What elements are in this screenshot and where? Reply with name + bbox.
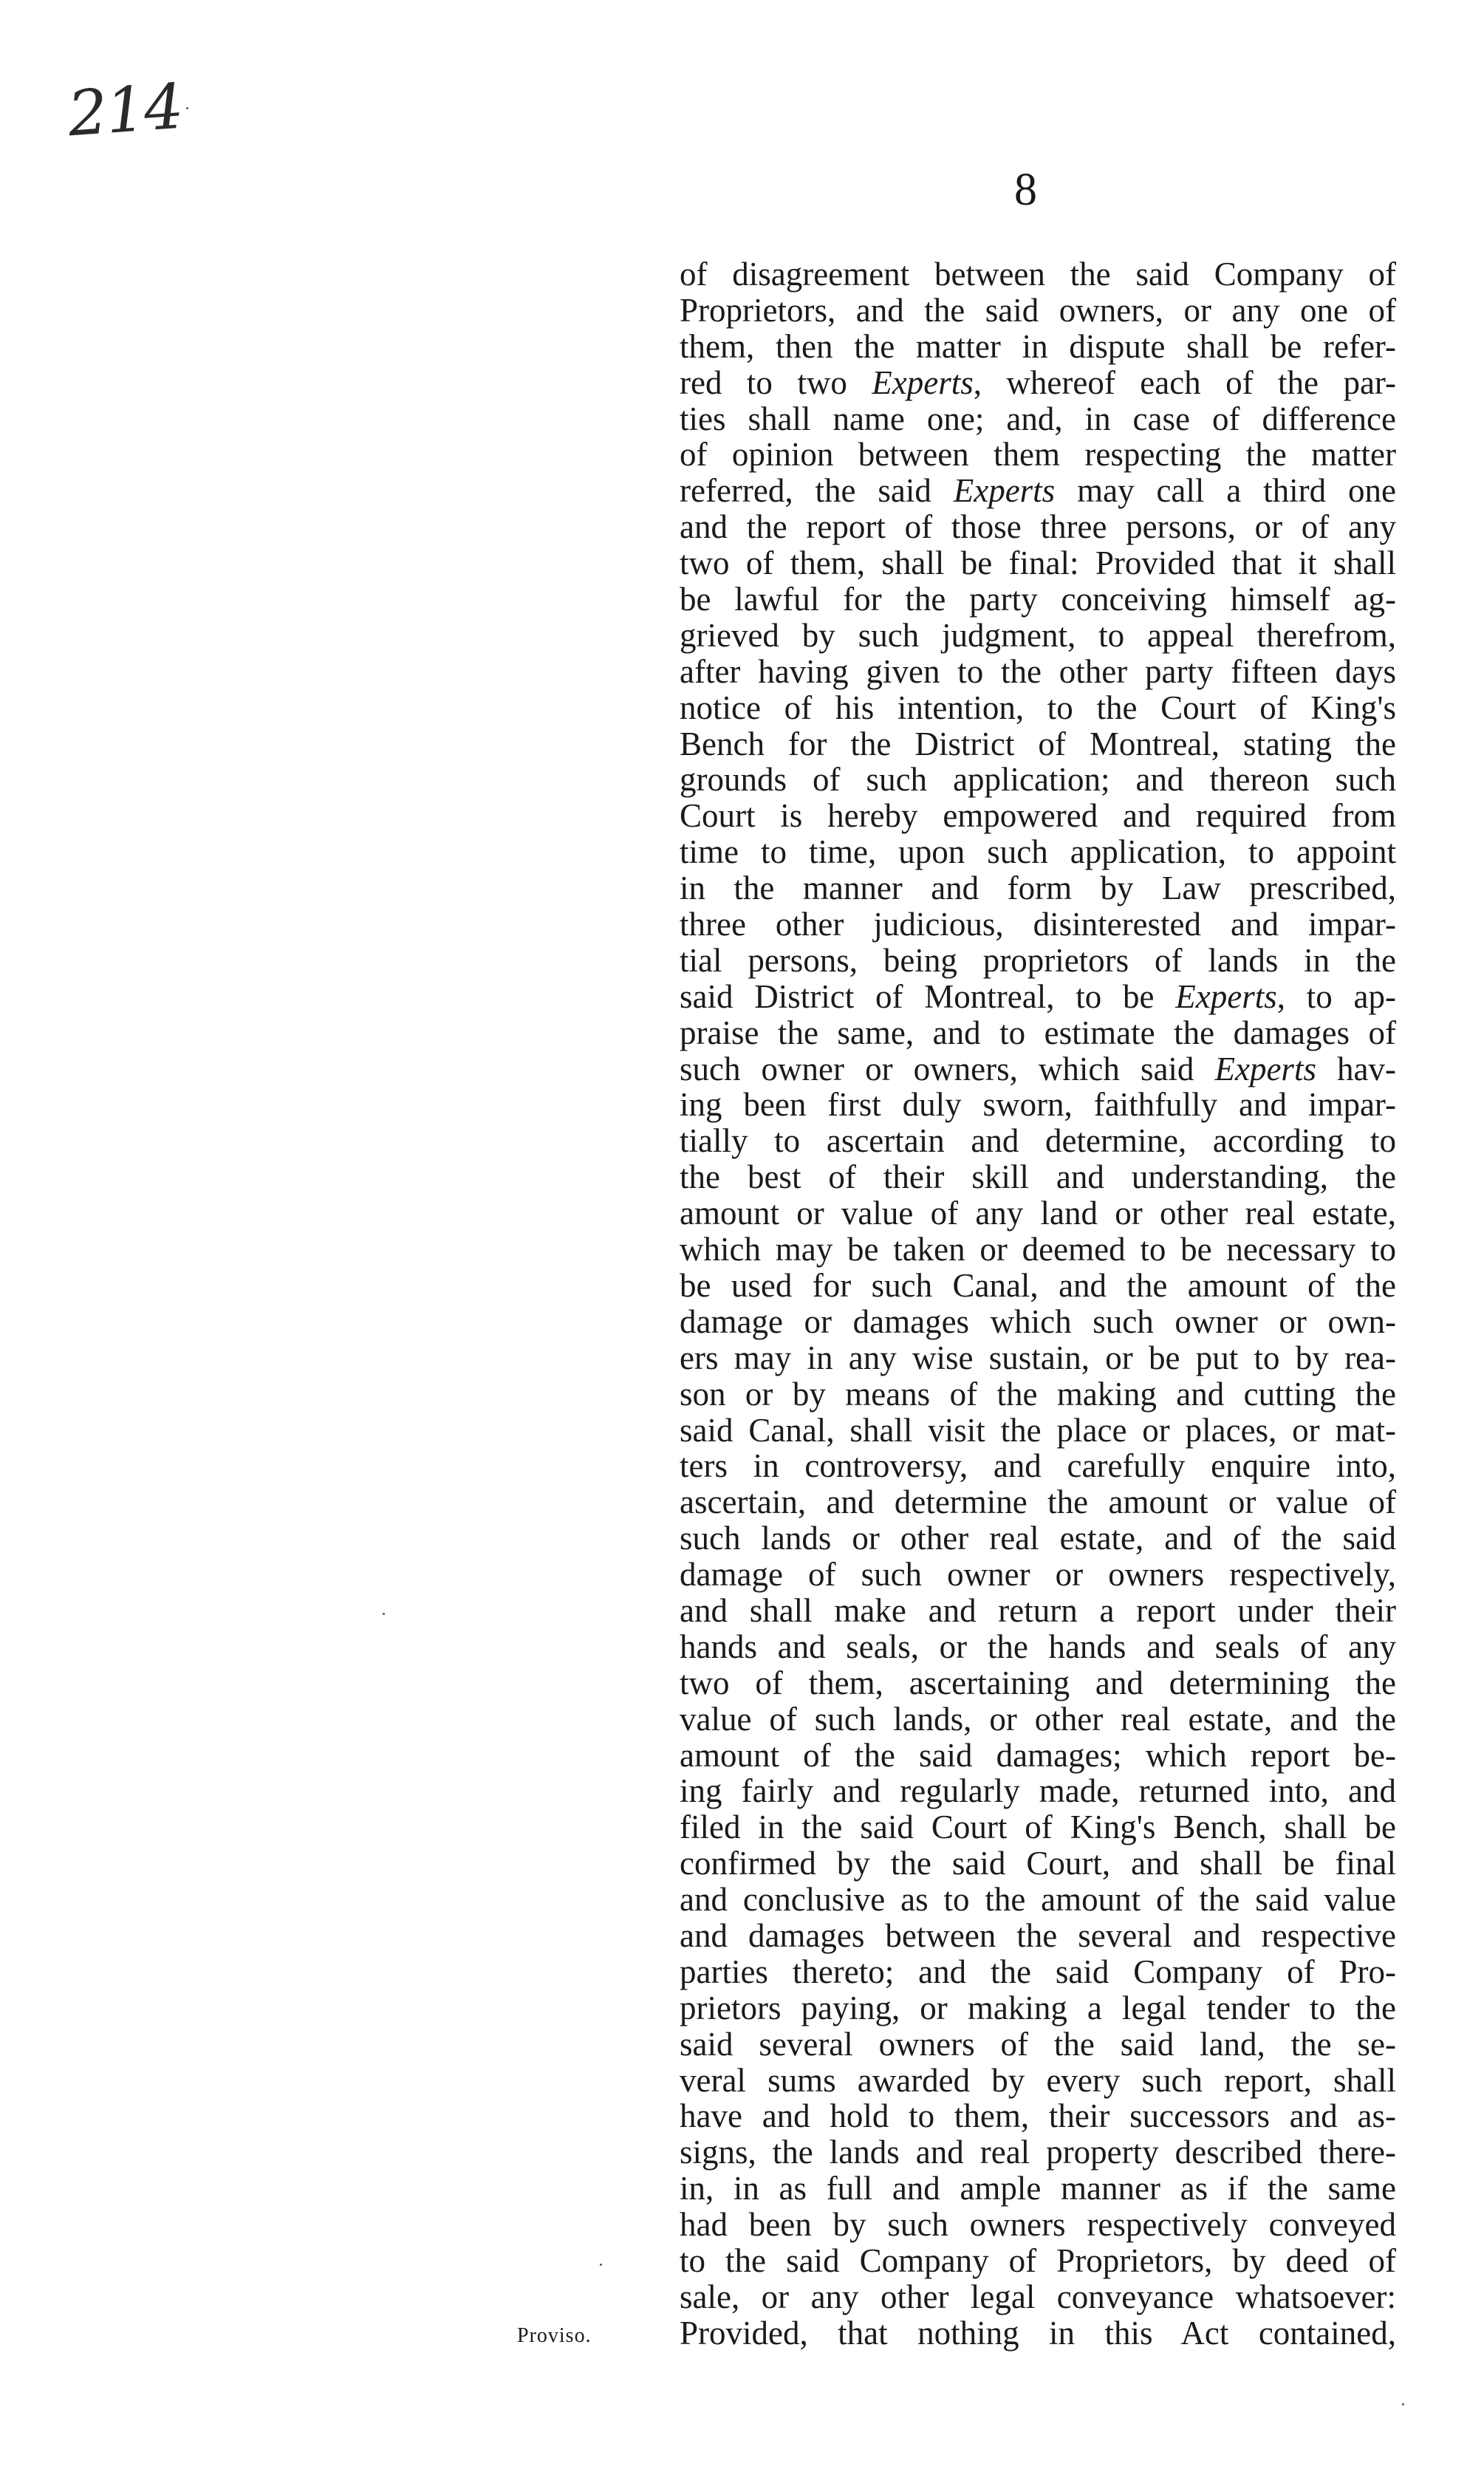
text-line: in, in as full and ample manner as if the same — [680, 2170, 1396, 2207]
text-line: ters in controversy, and carefully enquire into, — [680, 1447, 1396, 1485]
text-line: and conclusive as to the amount of the said value — [680, 1881, 1396, 1919]
text-line: ers may in any wise sustain, or be put to by rea- — [680, 1339, 1396, 1376]
text-line: tial persons, being proprietors of lands in the — [680, 941, 1396, 979]
text-line: to the said Company of Proprietors, by deed of — [680, 2241, 1396, 2279]
text-line: Provided, that nothing in this Act contained, — [680, 2314, 1396, 2352]
text-line: prietors paying, or making a legal tender to the — [680, 1989, 1396, 2026]
text-line: said Canal, shall visit the place or places, or mat- — [680, 1411, 1396, 1449]
text-line: had been by such owners respectively conveyed — [680, 2206, 1396, 2244]
handwritten-folio-number: 214 — [65, 69, 185, 151]
text-line: Court is hereby empowered and required from — [680, 797, 1396, 835]
text-line: ties shall name one; and, in case of difference — [680, 400, 1396, 437]
italic-term: Experts — [872, 363, 974, 401]
text-line: ing fairly and regularly made, returned into, and — [680, 1772, 1396, 1810]
text-line: after having given to the other party fifteen days — [680, 652, 1396, 690]
text-line: referred, the said Experts may call a third one — [680, 472, 1396, 510]
text-line: time to time, upon such application, to appoint — [680, 833, 1396, 871]
text-line: of opinion between them respecting the matter — [680, 436, 1396, 474]
text-line: three other judicious, disinterested and impar- — [680, 906, 1396, 943]
text-line: praise the same, and to estimate the damages of — [680, 1014, 1396, 1051]
text-line: them, then the matter in dispute shall be refer- — [680, 327, 1396, 365]
text-line: such lands or other real estate, and of the said — [680, 1520, 1396, 1557]
text-line: grounds of such application; and thereon such — [680, 761, 1396, 799]
print-speck — [600, 2264, 602, 2266]
text-line: amount or value of any land or other real estate, — [680, 1195, 1396, 1232]
text-line: hands and seals, or the hands and seals of any — [680, 1628, 1396, 1665]
text-line: sale, or any other legal conveyance whatsoever: — [680, 2278, 1396, 2315]
text-line: be used for such Canal, and the amount of the — [680, 1266, 1396, 1304]
text-line: such owner or owners, which said Experts hav- — [680, 1050, 1396, 1087]
text-line: Bench for the District of Montreal, stating the — [680, 725, 1396, 762]
text-line: signs, the lands and real property described there- — [680, 2134, 1396, 2171]
text-line: value of such lands, or other real estate, and the — [680, 1700, 1396, 1738]
text-line: and damages between the several and respective — [680, 1916, 1396, 1954]
text-line: and the report of those three persons, or of any — [680, 508, 1396, 546]
print-speck — [383, 1613, 385, 1615]
text-line: parties thereto; and the said Company of Pro- — [680, 1953, 1396, 1990]
text-line: and shall make and return a report under their — [680, 1591, 1396, 1629]
body-text — [680, 256, 1396, 2352]
text-line: said District of Montreal, to be Experts, to ap- — [680, 977, 1396, 1015]
text-line: confirmed by the said Court, and shall be final — [680, 1845, 1396, 1882]
text-line: notice of his intention, to the Court of King's — [680, 689, 1396, 726]
text-line: in the manner and form by Law prescribed, — [680, 870, 1396, 907]
text-line: son or by means of the making and cutting the — [680, 1375, 1396, 1413]
text-line: amount of the said damages; which report be- — [680, 1736, 1396, 1774]
text-line: two of them, shall be final: Provided that it shall — [680, 544, 1396, 582]
margin-note-proviso: Proviso. — [517, 2324, 592, 2347]
print-speck — [1402, 2403, 1404, 2405]
text-line: grieved by such judgment, to appeal therefrom, — [680, 616, 1396, 654]
text-line: have and hold to them, their successors and as- — [680, 2097, 1396, 2135]
text-line: of disagreement between the said Company of — [680, 256, 1396, 293]
italic-term: Experts — [953, 472, 1056, 510]
text-line: filed in the said Court of King's Bench, shall be — [680, 1809, 1396, 1846]
text-line: the best of their skill and understanding, the — [680, 1158, 1396, 1196]
text-line: damage or damages which such owner or own- — [680, 1302, 1396, 1340]
text-line: ing been first duly sworn, faithfully and impar- — [680, 1086, 1396, 1124]
italic-term: Experts — [1214, 1050, 1316, 1087]
text-line: which may be taken or deemed to be necessary to — [680, 1231, 1396, 1268]
text-line: be lawful for the party conceiving himself ag- — [680, 581, 1396, 618]
text-line: two of them, ascertaining and determining the — [680, 1664, 1396, 1701]
print-speck — [186, 107, 188, 109]
text-line: Proprietors, and the said owners, or any one of — [680, 291, 1396, 329]
text-line: veral sums awarded by every such report, shall — [680, 2061, 1396, 2099]
italic-term: Experts — [1175, 977, 1277, 1015]
page-number: 8 — [1014, 165, 1037, 215]
text-line: said several owners of the said land, the se- — [680, 2025, 1396, 2063]
text-line: damage of such owner or owners respectively, — [680, 1556, 1396, 1594]
text-line: red to two Experts, whereof each of the par- — [680, 363, 1396, 401]
text-line: tially to ascertain and determine, according to — [680, 1122, 1396, 1160]
text-line: ascertain, and determine the amount or value of — [680, 1483, 1396, 1521]
